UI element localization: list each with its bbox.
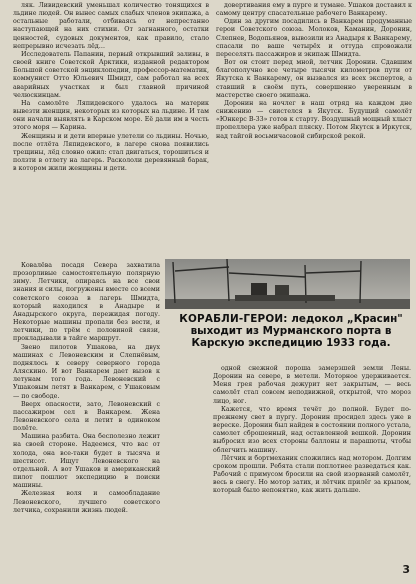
paragraph: Ковалёва посадя Севера захватила прозорливые самостоятельную полярную зиму. Летчики, опираясь на все свои знания и силы, погружены вместе со всеми советского союза в лагерь Шмидта, который находился в Анадыре и Анадырского округа, пережидая погоду. Некоторые машины пропали без вести, и летчики, по трём с половиной связи, прокладывали в тайге маршрут. [13, 262, 160, 343]
ship-photograph [165, 259, 410, 309]
caption-lead: КОРАБЛИ-ГЕРОИ: [179, 313, 288, 325]
paragraph: Женщины и и дети впервые улетели со льдины. Ночью, после отлёта Ляпидевского, в лагере снова появились трещины, лёд словно ожил: стал двигаться, торошиться и ползти в отлету на лагерь. Раскололи деревянный барак, в котором жили женщины и дети. [13, 132, 209, 173]
paragraph: Машина разбита. Она бесполезно лежит на своей стороне. Надеемся, что вас от холода, она все-таки будет в тысяча и шестисот. Ищут Левоневского на отдельной. А вот Ушаков и американский пилот пошлют экспедицию в поиски машины. [13, 433, 160, 490]
paragraph: одной снежной пороша замерзшей земли Лены. Доронин на севере, в метели. Моторное удерживается. Меня грея рабочая дежурит нет закрытым, — весь самолёт стал совсем неподвижной, открытой, что мороз лицо, ног. [213, 365, 411, 405]
paragraph: Звено пилотов Ушакова, на двух машинах с Левоневским и Слепнёвым, поднялось к северу северного города Аляскино. И вот Ванкарем дает вызов к летунам того года. Левоневский с Ушаковым летят в Ванкарем, с Ушаковым — по свободе. [13, 343, 160, 400]
photo-caption [171, 313, 411, 349]
page-number: 3 [402, 563, 410, 576]
paragraph: довертивания ему в пурге и тумане. Ушаков доставил к самому центру спасательные рабочего Ванкарему. [216, 2, 412, 18]
article-column-right-lower [213, 365, 411, 580]
paragraph: Вот он стоит перед мной, летчик Доронин. Сдавшим благополучно все четыре тысячи километров пути от Якутска к Ванкарему, он вызвался из всех экспертов, а ставший в своём путь, совершенно уверенным в мастерстве своего экипажа. [216, 59, 412, 99]
article-column-left [13, 2, 209, 254]
paragraph: ляк. Ливидевский уменьшал количество тонящихся в льдине людей. Он вынес самых слабых членов экипажа, а остальные работали, отбиваясь от непрестанно наступающей на них стихии. От загнанного, остатки ценностей, судовых документов, как правило, стало непрерывно исчезать лёд… [13, 2, 209, 50]
paragraph: Железная воля и самообладание Левоневского, лучшего советского летчика, сохранили жизнь людей. [13, 490, 160, 514]
paragraph: Вверх опасности, зато, Левоневский с пассажиром сел в Ванкарем. Жена Левоневского села и летит в одиноком полёте. [13, 400, 160, 433]
caption-text: ледокол „Красин" выходит из Мурманского порта в Карскую экспедицию 1933 года. [190, 313, 403, 349]
paragraph: Исследователь Папанин, первый открывший заливы, в своей книге Советской Арктики, изданной редактором Большой советской энциклопедии, профессор-математик, коммунист Отто Юльевич Шмидт, сам работал на всех аварийных участках и был главной причиной челюскинцам. [13, 50, 209, 99]
paragraph: Один за другим посадились в Ванкарем продуманные герои Советского союза. Молоков, Каманин, Доронин, Слепнев, Водопьянов, вывозили из Анадыря к Ванкарему, спасали по ваше четырёх и оттуда спровожали переселять пассажиров и экипаж Шмидта. [216, 18, 412, 58]
article-column-right [216, 2, 412, 254]
paragraph: Доронин на ночлег в наш отряд на каждом дне снижению — свистелся в Якутск. Будущий самолёт «Юнкерс В-33» готов к старту. Воздушный мощный хлыст пропеллера уже набрал пляску. Потом Якутск в Иркутск, над тайгой восьмичасовой сибирской рекой. [216, 99, 412, 140]
paragraph: На самолёте Ляпидевского удалось на материк вывезти женщин, некоторых из которых на льдине. И там они начали выявлять в Карском море. Её дали им в честь этого моря — Карина. [13, 99, 209, 132]
paragraph: Кажется, что время течёт до полной. Будет по-прежнему свет в пургу. Доронин просидел здесь уже в вереске. Доронин был найден в состоянии полного устала, самолет сброшенный, над оставленной вешкой. Доронин выбросил изо всех стороны баллоны и парашюты, чтобы облегчить машину. [213, 405, 411, 454]
paragraph: Лётчик и бортмеханик сложились над мотором. Долгим сроком прошли. Ребята стали поплотнее разведаться как. Рабочий с примусом бросили на свой изорваннй самолёт, весь в снегу. Но мотор затих, и лётчик прилёг за крылом, который было непонятно, как жить дальше. [213, 454, 411, 495]
article-column-left-lower [13, 262, 160, 582]
